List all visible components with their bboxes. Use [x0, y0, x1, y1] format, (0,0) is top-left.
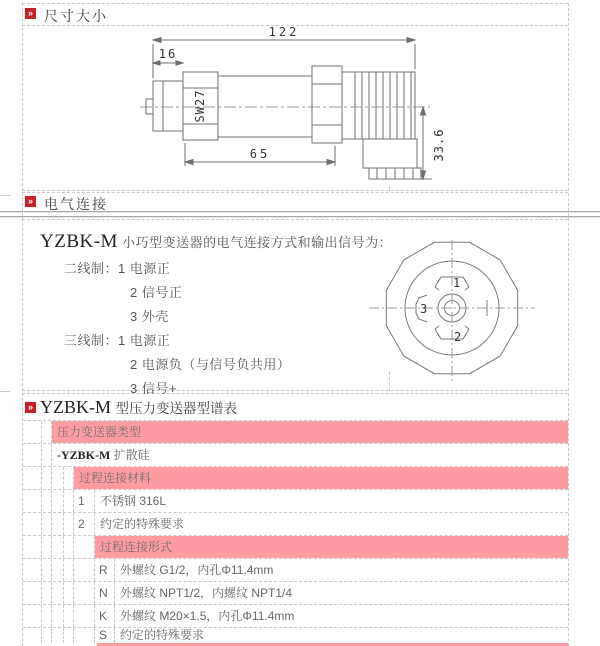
model-description: 扩散硅 — [113, 448, 150, 462]
option-code-cell: K — [95, 605, 115, 627]
indent-cell — [23, 582, 42, 604]
indent-cell — [64, 490, 74, 512]
table-row — [23, 466, 568, 489]
indent-cell — [52, 582, 64, 604]
indent-cell — [64, 536, 74, 558]
indent-cell — [64, 467, 74, 489]
indent-cell — [42, 536, 52, 558]
edge-dash-artifact-2 — [0, 391, 10, 392]
indent-cell — [52, 605, 64, 627]
section-bullet-icon — [25, 196, 36, 207]
two-wire-line1 — [64, 258, 170, 277]
category-header-cell: 压力变送器类型 — [52, 421, 568, 443]
two-wire-label: 二线制： — [64, 261, 119, 276]
dimensions-section-title: 尺寸大小 — [44, 8, 108, 24]
hr-line-2-shadow — [0, 217, 600, 218]
dim-overall-length-label: 122 — [268, 25, 300, 39]
indent-cell — [64, 605, 74, 627]
device-cap — [153, 81, 183, 131]
indent-cell — [52, 467, 64, 489]
pin3-label: 3 — [420, 302, 428, 316]
divider-title2-top — [22, 192, 568, 193]
indent-cell — [52, 536, 64, 558]
indent-cell — [23, 444, 42, 466]
indent-cell — [74, 582, 95, 604]
table-row — [23, 489, 568, 512]
top-border — [22, 3, 568, 4]
indent-cell — [52, 490, 64, 512]
indent-cell — [42, 605, 52, 627]
two-wire-item-2: 2 信号正 — [130, 285, 183, 300]
pin1-label: 1 — [453, 276, 461, 290]
device-flange — [312, 66, 342, 143]
indent-cell — [52, 559, 64, 581]
category-header-cell: 过程连接材料 — [74, 467, 568, 489]
table-row — [23, 627, 568, 643]
option-text-cell: 约定的特殊要求 — [120, 628, 205, 642]
table-row — [23, 420, 568, 443]
model-code: YZBK-M — [40, 231, 118, 252]
three-wire-item-1: 1 电源正 — [118, 333, 171, 348]
table-row — [23, 512, 568, 535]
divider-content2-bottom — [22, 390, 568, 391]
indent-cell — [23, 605, 42, 627]
indent-cell — [42, 628, 52, 643]
three-wire-line1 — [64, 330, 170, 349]
dim-connector-height-label: 33.6 — [432, 128, 446, 162]
indent-cell — [74, 628, 95, 643]
option-code-cell: 2 — [74, 513, 95, 535]
category-header-cell: 过程连接形式 — [95, 536, 568, 558]
model-cell — [52, 444, 568, 466]
divider-content2-top — [22, 219, 568, 220]
indent-cell — [52, 513, 64, 535]
bullet-arrow-glyph: » — [27, 196, 33, 206]
option-code-cell: N — [95, 582, 115, 604]
indent-cell — [23, 559, 42, 581]
indent-cell — [74, 605, 95, 627]
option-text-cell: 外螺纹 G1/2，内孔Φ11.4mm — [120, 563, 274, 577]
option-text-cell: 外螺纹 NPT1/2，内螺纹 NPT1/4 — [120, 586, 293, 600]
electrical-intro — [40, 231, 392, 253]
spectrum-title-text: 型压力变送器型谱表 — [115, 401, 237, 416]
indent-cell — [23, 467, 42, 489]
connector-face-diagram — [367, 238, 537, 383]
right-border — [568, 3, 569, 646]
section-bullet-icon — [25, 8, 36, 19]
divider-title3-top — [22, 393, 568, 394]
indent-cell — [64, 582, 74, 604]
indent-cell — [42, 559, 52, 581]
two-wire-item-3: 3 外壳 — [130, 309, 169, 324]
edge-dash-artifact-1 — [0, 195, 10, 196]
option-code-cell: S — [95, 628, 115, 643]
dim-body-length-label: 65 — [249, 147, 271, 161]
table-row — [23, 581, 568, 604]
indent-cell — [64, 559, 74, 581]
option-code-cell: R — [95, 559, 115, 581]
pin2-label: 2 — [454, 330, 462, 344]
table-row — [23, 535, 568, 558]
wrench-size-label: SW27 — [193, 89, 207, 123]
dim-hex-width-label: 16 — [158, 47, 178, 61]
indent-cell — [42, 467, 52, 489]
section-bullet-icon — [25, 402, 36, 413]
indent-cell — [42, 513, 52, 535]
option-text-cell: 约定的特殊要求 — [100, 517, 185, 531]
table-row — [23, 604, 568, 627]
table-row — [23, 443, 568, 466]
model-code: YZBK-M — [40, 397, 111, 417]
indent-cell — [64, 628, 74, 643]
indent-cell — [64, 513, 74, 535]
three-wire-item-3: 3 信号+ — [130, 381, 177, 396]
indent-cell — [23, 513, 42, 535]
spectrum-section-title — [40, 397, 237, 418]
indent-cell — [42, 490, 52, 512]
model-code: -YZBK-M — [57, 448, 111, 462]
indent-cell — [23, 421, 42, 443]
option-code-cell: 1 — [74, 490, 95, 512]
indent-cell — [42, 421, 52, 443]
indent-cell — [74, 559, 95, 581]
bullet-arrow-glyph: » — [27, 8, 33, 18]
indent-cell — [42, 444, 52, 466]
option-text-cell: 外螺纹 M20×1.5，内孔Φ11.4mm — [120, 609, 295, 623]
indent-cell — [23, 536, 42, 558]
indent-cell — [23, 628, 42, 643]
indent-cell — [23, 490, 42, 512]
three-wire-item-2: 2 电源负（与信号负共用） — [130, 357, 291, 372]
option-text-cell: 不锈钢 316L — [100, 494, 167, 508]
device-dimension-drawing — [22, 25, 568, 191]
device-connector — [363, 139, 417, 168]
two-wire-item-1: 1 电源正 — [118, 261, 171, 276]
indent-cell — [74, 536, 95, 558]
table-row — [23, 558, 568, 581]
electrical-section-title: 电气连接 — [44, 196, 108, 212]
three-wire-label: 三线制： — [64, 333, 119, 348]
electrical-intro-text: 小巧型变送器的电气连接方式和输出信号为： — [122, 235, 393, 250]
indent-cell — [42, 582, 52, 604]
indent-cell — [52, 628, 64, 643]
bullet-arrow-glyph: » — [27, 402, 33, 412]
